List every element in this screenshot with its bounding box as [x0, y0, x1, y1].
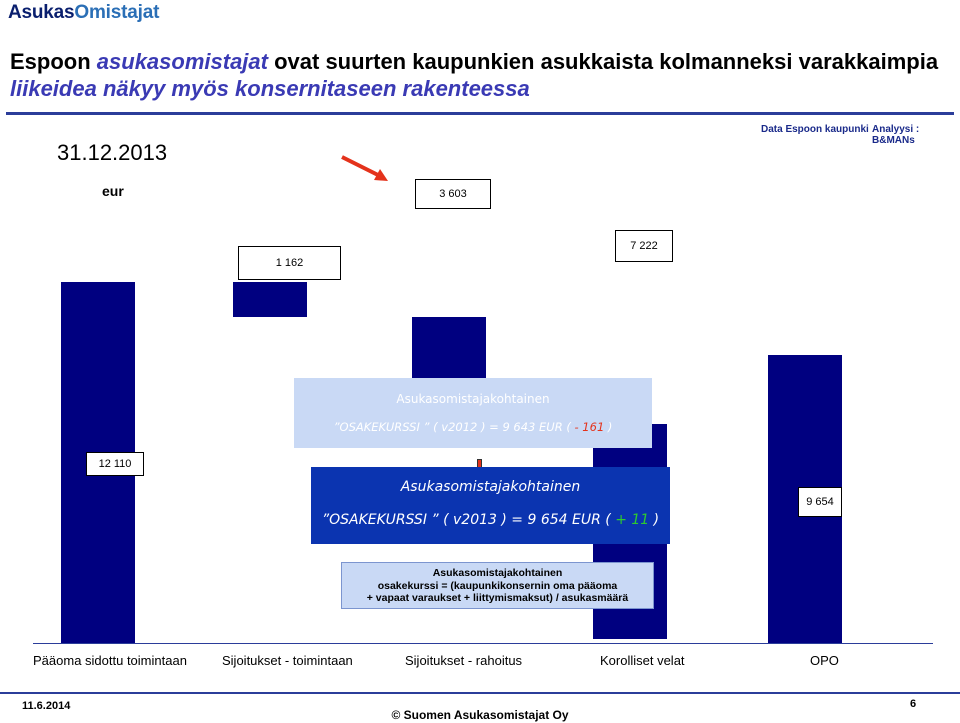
source-data: Data Espoon kaupunki: [761, 124, 869, 135]
category-label-opo: OPO: [810, 653, 839, 668]
title-plain: Espoon: [10, 49, 97, 74]
definition-box: [341, 562, 654, 609]
annotation-2012-text: [294, 420, 652, 434]
definition-line-2: osakekurssi = (kaupunkikonsernin oma pääoma: [377, 579, 618, 592]
source-analysis: Analyysi : B&MANs: [872, 124, 920, 146]
annotation-2012-change: - 161: [574, 420, 605, 434]
annotation-2013-post: ): [649, 512, 660, 528]
annotation-2012-pre: ”OSAKEKURSSI ” ( v2012 ) = 9 643 EUR (: [333, 420, 575, 434]
definition-line-3: + vapaat varaukset + liittymismaksut) / asukasmäärä: [366, 592, 629, 604]
unit-label: eur: [102, 183, 124, 199]
footer-rule: [0, 692, 960, 694]
bar-sijoitukset-toimintaan: [233, 282, 307, 317]
value-label-sijoitukset-rahoitus: 3 603: [415, 179, 491, 209]
title-italic: asukasomistajat: [96, 49, 268, 74]
annotation-2013-pre: ”OSAKEKURSSI ” ( v2013 ) = 9 654 EUR (: [321, 512, 616, 528]
page-subtitle: liikeidea näkyy myös konsernitaseen rakenteessa: [10, 76, 530, 101]
value-label-opo: 9 654: [798, 487, 842, 517]
value-label-sijoitukset-toimintaan: 1 162: [238, 246, 341, 280]
annotation-2012-post: ): [604, 420, 613, 434]
annotation-2012-title: Asukasomistajakohtainen: [396, 392, 550, 406]
title-rest: ovat suurten kaupunkien asukkaista kolmanneksi varakkaimpia: [267, 49, 939, 74]
annotation-box-2013: [311, 467, 670, 544]
arrow-icon: [330, 148, 395, 188]
annotation-2013-change: + 11: [615, 512, 650, 528]
page-title: [10, 48, 950, 76]
footer-copyright: © Suomen Asukasomistajat Oy: [391, 708, 569, 722]
category-label-sijoitukset-rahoitus: Sijoitukset - rahoitus: [405, 653, 523, 668]
category-label-paaoma: Pääoma sidottu toimintaan: [33, 653, 187, 668]
brand-logo: [8, 2, 159, 24]
footer-date: 11.6.2014: [22, 700, 71, 712]
value-label-korolliset-velat: 7 222: [615, 230, 673, 262]
value-label-paaoma: 12 110: [86, 452, 144, 476]
brand-logo-part1: Asukas: [8, 2, 75, 23]
title-underline: [6, 112, 954, 115]
brand-logo-part2: Omistajat: [74, 2, 160, 23]
chart-baseline: [33, 643, 933, 644]
annotation-box-2012: [294, 378, 652, 448]
category-label-sijoitukset-toimintaan: Sijoitukset - toimintaan: [222, 653, 353, 668]
footer-page-number: 6: [910, 698, 917, 710]
definition-line-1: Asukasomistajakohtainen: [432, 567, 563, 579]
annotation-2013-text: [311, 512, 670, 528]
category-label-korolliset-velat: Korolliset velat: [600, 653, 685, 668]
annotation-2013-title: Asukasomistajakohtainen: [400, 479, 581, 495]
chart-date: 31.12.2013: [57, 140, 168, 165]
